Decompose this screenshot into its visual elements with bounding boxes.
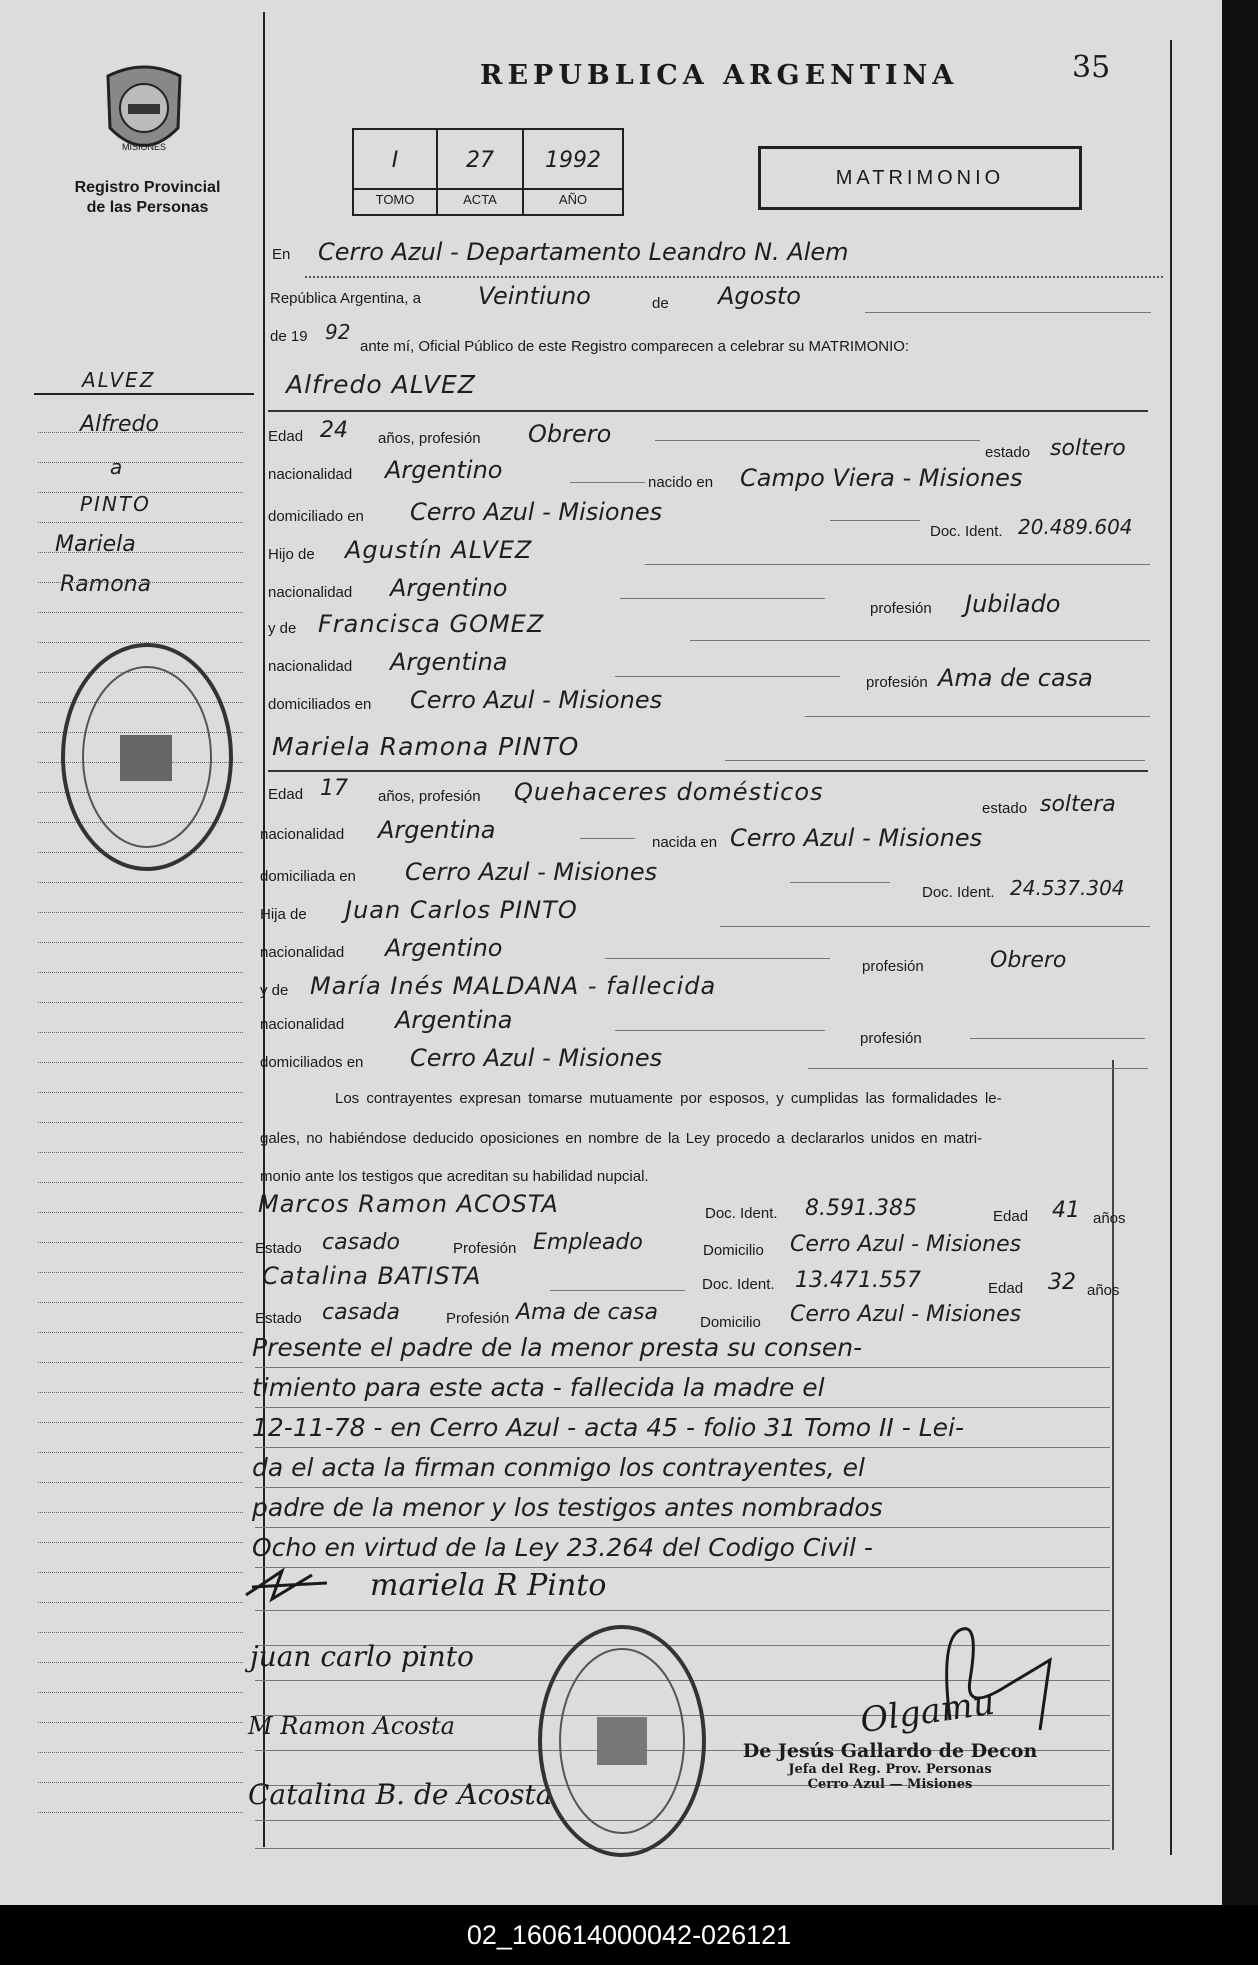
official-signature: Olgamu — [857, 1682, 998, 1742]
groom-parents-dom-label: domiciliados en — [268, 696, 372, 713]
bride-profession: Quehaceres domésticos — [514, 778, 824, 806]
declaration-line3: monio ante los testigos que acreditan su habilidad nupcial. — [260, 1168, 649, 1185]
groom-father-line — [645, 564, 1150, 565]
right-border-rule — [1170, 40, 1172, 1855]
groom-domicile: Cerro Azul - Misiones — [410, 498, 663, 526]
groom-nat-line — [570, 482, 645, 483]
bride-father-nat-label: nacionalidad — [260, 944, 345, 961]
groom-estado-label: estado — [985, 444, 1031, 461]
groom-mother-prof-label: profesión — [866, 674, 928, 691]
bride-name-rule — [268, 770, 1148, 772]
groom-dom-label: domiciliado en — [268, 508, 364, 525]
witness1-profession: Empleado — [533, 1230, 643, 1255]
bride-dom-label: domiciliada en — [260, 868, 356, 885]
registry-line2: de las Personas — [86, 199, 209, 216]
declaration-line1: Los contrayentes expresan tomarse mutuamente por esposos, y cumplidas las formalidades le- — [335, 1090, 1002, 1107]
footer-code: 02_160614000042-026121 — [0, 1905, 1258, 1965]
margin-line — [38, 1632, 243, 1633]
place-value: Cerro Azul - Departamento Leandro N. Alem — [318, 238, 849, 266]
bride-estado: soltera — [1040, 792, 1116, 817]
year-suffix: 92 — [325, 320, 351, 344]
note-line: Ocho en virtud de la Ley 23.264 del Codigo Civil - — [252, 1533, 873, 1562]
witness1-doc: 8.591.385 — [805, 1196, 917, 1221]
note-rule — [255, 1367, 1110, 1368]
scribble-mark-icon — [242, 1565, 332, 1605]
day-value: Veintiuno — [478, 282, 591, 310]
note-line: 12-11-78 - en Cerro Azul - acta 45 - folio 31 Tomo II - Lei- — [252, 1413, 964, 1442]
bride-full-name: Mariela Ramona PINTO — [272, 732, 580, 761]
witness1-domicilio-label: Domicilio — [703, 1242, 764, 1259]
witness2-doc: 13.471.557 — [795, 1268, 921, 1293]
margin-surname1: ALVEZ — [82, 368, 156, 392]
bride-father-line — [720, 926, 1150, 927]
record-type-box: MATRIMONIO — [758, 146, 1082, 210]
groom-age: 24 — [320, 418, 348, 443]
groom-father-nat-label: nacionalidad — [268, 584, 353, 601]
groom-hijo-label: Hijo de — [268, 546, 315, 563]
margin-surname2: PINTO — [80, 492, 151, 516]
witness2-domicile: Cerro Azul - Misiones — [790, 1302, 1022, 1327]
bride-edad-label: Edad — [268, 786, 304, 803]
bride-doc: 24.537.304 — [1010, 876, 1125, 900]
groom-nacido-label: nacido en — [648, 474, 714, 491]
bride-hija-label: Hija de — [260, 906, 307, 923]
margin-line — [38, 1002, 243, 1003]
father-signature: juan carlo pinto — [250, 1640, 474, 1673]
groom-profesion-label: años, profesión — [378, 430, 481, 447]
official-stamp-line1: De Jesús Gallardo de Decon — [742, 1740, 1038, 1762]
de-label: de — [652, 295, 669, 312]
margin-line — [38, 1212, 243, 1213]
witness2-estado: casada — [322, 1300, 400, 1325]
date-line — [865, 312, 1151, 313]
bride-father-prof-label: profesión — [862, 958, 924, 975]
acta-label: ACTA — [463, 192, 497, 207]
bride-mother-prof-line — [970, 1038, 1145, 1039]
svg-text:MISIONES: MISIONES — [121, 142, 167, 152]
groom-father-prof-label: profesión — [870, 600, 932, 617]
margin-round-stamp — [58, 640, 236, 875]
bride-nationality: Argentina — [378, 816, 496, 844]
groom-prof-line — [655, 440, 980, 441]
margin-line — [38, 1242, 243, 1243]
bride-mother-prof-label: profesión — [860, 1030, 922, 1047]
margin-line — [38, 942, 243, 943]
groom-mother-nat-line — [615, 676, 840, 677]
margin-line — [38, 1512, 243, 1513]
margin-line — [38, 1782, 243, 1783]
margin-line — [38, 1572, 243, 1573]
bride-signature: mariela R Pinto — [370, 1568, 607, 1603]
groom-name-rule — [268, 410, 1148, 412]
groom-parents-dom-line — [805, 716, 1150, 717]
witness1-signature: M Ramon Acosta — [248, 1712, 455, 1740]
groom-mother-line — [690, 640, 1150, 641]
margin-line — [38, 1302, 243, 1303]
margin-name2b: Ramona — [60, 572, 152, 597]
right-inner-rule — [1112, 1060, 1114, 1850]
witness1-doc-label: Doc. Ident. — [705, 1205, 778, 1222]
witness2-estado-label: Estado — [255, 1310, 302, 1327]
witness2-edad-label: Edad — [988, 1280, 1024, 1297]
official-stamp-line2: Jefa del Reg. Prov. Personas — [788, 1762, 992, 1777]
record-number-box — [352, 128, 624, 216]
witness2-profesion-label: Profesión — [446, 1310, 510, 1327]
note-line: padre de la menor y los testigos antes nombrados — [252, 1493, 883, 1522]
bride-mother-nationality: Argentina — [395, 1006, 513, 1034]
bride-birthplace: Cerro Azul - Misiones — [730, 824, 983, 852]
bride-yde-label: y de — [260, 982, 289, 999]
bride-father-profession: Obrero — [990, 948, 1067, 973]
margin-conj: a — [110, 455, 123, 479]
groom-estado: soltero — [1050, 436, 1126, 461]
groom-mother-nat-label: nacionalidad — [268, 658, 353, 675]
intro-text: ante mí, Oficial Público de este Registro comparecen a celebrar su MATRIMONIO: — [360, 338, 910, 355]
margin-line — [38, 612, 243, 613]
margin-line — [38, 1332, 243, 1333]
witness2-doc-label: Doc. Ident. — [702, 1276, 775, 1293]
bride-mother: María Inés MALDANA - fallecida — [310, 972, 717, 1000]
note-line: da el acta la firman conmigo los contrayentes, el — [252, 1453, 865, 1482]
groom-father: Agustín ALVEZ — [345, 536, 533, 564]
page-number: 35 — [1072, 50, 1111, 85]
note-line: Presente el padre de la menor presta su consen- — [252, 1333, 863, 1362]
bride-father-nationality: Argentino — [385, 934, 503, 962]
bride-father: Juan Carlos PINTO — [345, 896, 578, 924]
witness1-domicile: Cerro Azul - Misiones — [790, 1232, 1022, 1257]
margin-line — [38, 1542, 243, 1543]
bride-name-line — [725, 760, 1145, 761]
bride-dom-line — [790, 882, 890, 883]
republic-label: República Argentina, a — [270, 290, 421, 307]
groom-doc-label: Doc. Ident. — [930, 523, 1003, 540]
groom-profession: Obrero — [528, 420, 612, 448]
margin-line — [38, 1092, 243, 1093]
witness1-age: 41 — [1052, 1198, 1080, 1223]
witness1-edad-label: Edad — [993, 1208, 1029, 1225]
groom-nationality: Argentino — [385, 456, 503, 484]
tomo-label: TOMO — [375, 192, 415, 207]
margin-line — [38, 972, 243, 973]
groom-mother-profession: Ama de casa — [938, 664, 1093, 692]
tomo-value: I — [391, 148, 399, 173]
margin-line — [38, 1692, 243, 1693]
note-line: timiento para este acta - fallecida la madre el — [252, 1373, 825, 1402]
margin-line — [38, 1392, 243, 1393]
bride-domicile: Cerro Azul - Misiones — [405, 858, 658, 886]
margin-line — [38, 432, 243, 433]
margin-line — [38, 1422, 243, 1423]
witness1-anios-label: años — [1093, 1210, 1126, 1227]
anio-label: AÑO — [558, 192, 588, 207]
margin-name2a: Mariela — [55, 532, 136, 557]
margin-line — [38, 1152, 243, 1153]
groom-dom-line — [830, 520, 920, 521]
groom-nat-label: nacionalidad — [268, 466, 353, 483]
bride-father-nat-line — [605, 958, 830, 959]
acta-value: 27 — [466, 148, 494, 173]
margin-line — [38, 1482, 243, 1483]
margin-line — [38, 1812, 243, 1813]
margin-line — [38, 1602, 243, 1603]
margin-line — [38, 552, 243, 553]
bride-nat-label: nacionalidad — [260, 826, 345, 843]
margin-line — [38, 912, 243, 913]
groom-father-nat-line — [620, 598, 825, 599]
margin-line — [38, 1452, 243, 1453]
witness2-name: Catalina BATISTA — [262, 1262, 482, 1290]
margin-line — [38, 522, 243, 523]
groom-edad-label: Edad — [268, 428, 304, 445]
bride-parents-dom-label: domiciliados en — [260, 1054, 364, 1071]
country-title: REPUBLICA ARGENTINA — [480, 60, 959, 91]
margin-line — [38, 1362, 243, 1363]
margin-line — [38, 1062, 243, 1063]
groom-parents-domicile: Cerro Azul - Misiones — [410, 686, 663, 714]
witness1-estado-label: Estado — [255, 1240, 302, 1257]
bride-parents-dom-line — [808, 1068, 1148, 1069]
groom-mother: Francisca GOMEZ — [318, 610, 545, 638]
month-value: Agosto — [718, 282, 801, 310]
margin-line — [38, 882, 243, 883]
groom-doc: 20.489.604 — [1018, 515, 1133, 539]
year-prefix: de 19 — [270, 328, 308, 345]
signature-rule — [255, 1610, 1110, 1611]
witness2-age: 32 — [1048, 1270, 1076, 1295]
bride-age: 17 — [320, 776, 348, 801]
witness2-signature: Catalina B. de Acosta — [248, 1778, 553, 1811]
witness1-profesion-label: Profesión — [453, 1240, 517, 1257]
margin-top-rule — [34, 393, 254, 395]
groom-yde-label: y de — [268, 620, 297, 637]
bride-estado-label: estado — [982, 800, 1028, 817]
margin-line — [38, 1182, 243, 1183]
en-label: En — [272, 246, 291, 263]
witness2-name-line — [550, 1290, 685, 1291]
registry-name — [40, 178, 255, 218]
coat-of-arms-icon — [98, 58, 190, 163]
official-stamp-line3: Cerro Azul — Misiones — [807, 1777, 973, 1792]
margin-line — [38, 582, 243, 583]
margin-line — [38, 462, 243, 463]
margin-line — [38, 1752, 243, 1753]
margin-line — [38, 1122, 243, 1123]
witness2-domicilio-label: Domicilio — [700, 1314, 761, 1331]
bride-doc-label: Doc. Ident. — [922, 884, 995, 901]
bride-nat-line — [580, 838, 635, 839]
margin-name1: Alfredo — [80, 412, 159, 437]
witness1-name: Marcos Ramon ACOSTA — [258, 1190, 559, 1218]
bride-nacida-label: nacida en — [652, 834, 718, 851]
bride-profesion-label: años, profesión — [378, 788, 481, 805]
bride-mother-nat-line — [615, 1030, 825, 1031]
registry-line1: Registro Provincial — [74, 179, 221, 196]
groom-mother-nationality: Argentina — [390, 648, 508, 676]
place-line — [305, 276, 1163, 278]
note-rule — [255, 1487, 1110, 1488]
note-rule — [255, 1447, 1110, 1448]
anio-value: 1992 — [545, 148, 601, 173]
margin-line — [38, 1722, 243, 1723]
witness2-profession: Ama de casa — [516, 1300, 658, 1325]
bride-parents-domicile: Cerro Azul - Misiones — [410, 1044, 663, 1072]
groom-father-nationality: Argentino — [390, 574, 508, 602]
witness1-estado: casado — [322, 1230, 400, 1255]
declaration-line2: gales, no habiéndose deducido oposiciones en nombre de la Ley procedo a declararlos unidos en matri- — [260, 1130, 983, 1147]
groom-father-profession: Jubilado — [965, 590, 1061, 618]
official-stamp — [740, 1740, 1040, 1792]
note-rule — [255, 1527, 1110, 1528]
margin-line — [38, 1272, 243, 1273]
bride-mother-nat-label: nacionalidad — [260, 1016, 345, 1033]
groom-full-name: Alfredo ALVEZ — [286, 370, 476, 399]
margin-line — [38, 1032, 243, 1033]
groom-birthplace: Campo Viera - Misiones — [740, 464, 1023, 492]
note-rule — [255, 1407, 1110, 1408]
margin-line — [38, 492, 243, 493]
witness2-anios-label: años — [1087, 1282, 1120, 1299]
registry-round-stamp — [535, 1622, 710, 1860]
margin-line — [38, 1662, 243, 1663]
official-flourish-icon — [900, 1620, 1060, 1750]
